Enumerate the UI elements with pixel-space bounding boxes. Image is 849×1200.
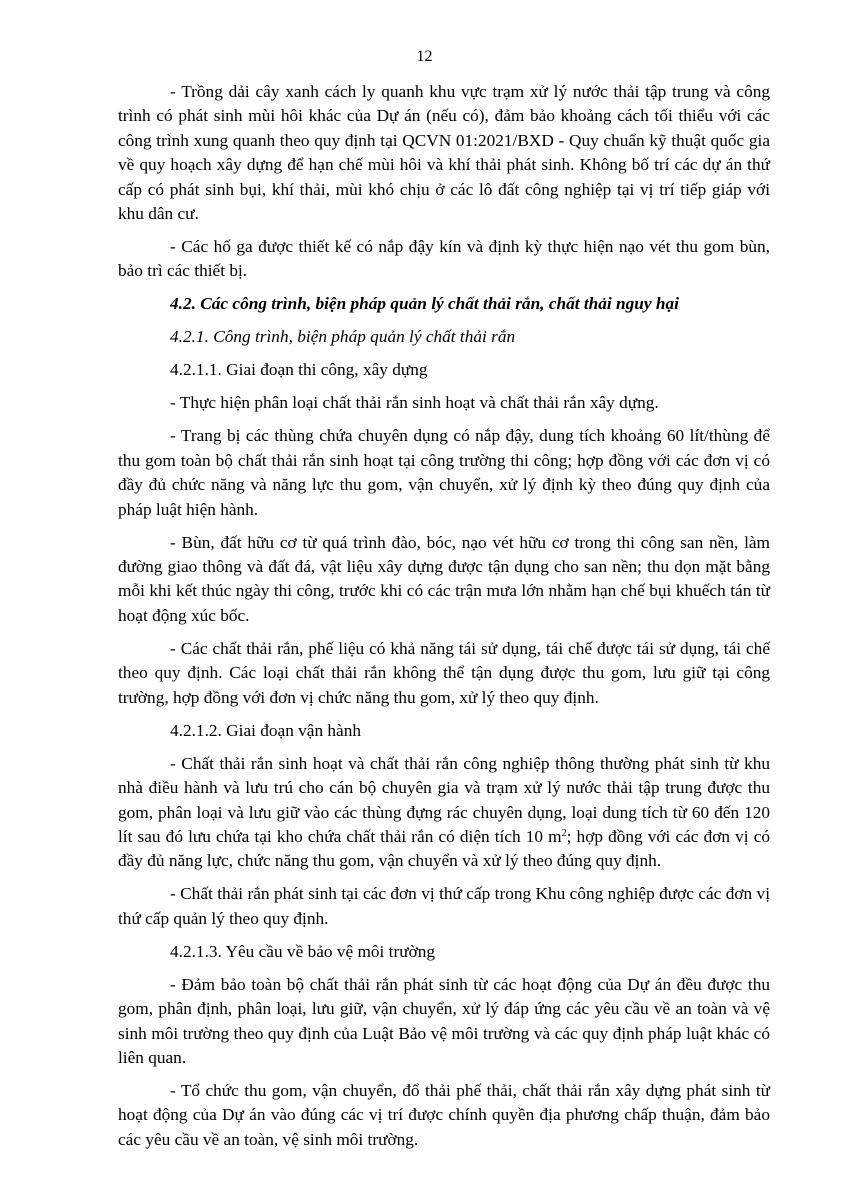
paragraph-secondary-units: - Chất thải rắn phát sinh tại các đơn vị thứ cấp trong Khu công nghiệp được các đơn vị thứ cấp quản lý theo quy định. [118,884,770,928]
paragraph-disposal-sites: - Tổ chức thu gom, vận chuyển, đổ thải phế thải, chất thải rắn xây dựng phát sinh từ hoạt động của Dự án vào đúng các vị trí được chính quyền địa phương chấp thuận, đảm bảo các yêu cầu về an toàn, vệ sinh môi trường. [118,1080,770,1149]
subsection-heading-4-2-1-2: 4.2.1.2. Giai đoạn vận hành [170,720,362,740]
paragraph-operation-waste-text: - Chất thải rắn sinh hoạt và chất thải rắn công nghiệp thông thường phát sinh từ khu nhà điều hành và lưu trú cho cán bộ chuyên gia và trạm xử lý nước thải tập trung được thu gom, phân loại và lưu giữ vào các thùng đựng rác chuyên dụng, loại dung tích từ 60 đến 120 lít sau đó lưu chứa tại kho chứa chất thải rắn có diện tích 10 m [118,753,770,846]
paragraph-green-buffer: - Trồng dải cây xanh cách ly quanh khu vực trạm xử lý nước thải tập trung và công trình có phát sinh mùi hôi khác của Dự án (nếu có), đảm bảo khoảng cách tối thiểu với các công trình xung quanh theo quy định tại QCVN 01:2021/BXD - Quy chuẩn kỹ thuật quốc gia về quy hoạch xây dựng để hạn chế mùi hôi và khí thải phát sinh. Không bố trí các dự án thứ cấp có phát sinh bụi, khí thải, mùi khó chịu ở các lô đất công nghiệp tại vị trí tiếp giáp với khu dân cư. [118,82,770,224]
document-body [118,80,770,1161]
paragraph-full-collection: - Đảm bảo toàn bộ chất thải rắn phát sinh từ các hoạt động của Dự án đều được thu gom, phân định, phân loại, lưu giữ, vận chuyển, xử lý đáp ứng các yêu cầu về an toàn và vệ sinh môi trường theo quy định của Luật Bảo vệ môi trường và các quy định pháp luật khác có liên quan. [118,974,770,1067]
subsection-heading-4-2-1: 4.2.1. Công trình, biện pháp quản lý chất thải rắn [170,327,516,347]
paragraph-waste-bins: - Trang bị các thùng chứa chuyên dụng có nắp đậy, dung tích khoảng 60 lít/thùng để thu gom toàn bộ chất thải rắn sinh hoạt tại công trường thi công; hợp đồng với các đơn vị có đầy đủ chức năng và năng lực thu gom, vận chuyển, xử lý định kỳ theo đúng quy định của pháp luật hiện hành. [118,426,770,519]
paragraph-waste-classification: - Thực hiện phân loại chất thải rắn sinh hoạt và chất thải rắn xây dựng. [170,393,659,413]
subsection-heading-4-2-1-1: 4.2.1.1. Giai đoạn thi công, xây dựng [170,360,428,380]
paragraph-recyclable-waste: - Các chất thải rắn, phế liệu có khả năng tái sử dụng, tái chế được tái sử dụng, tái chế theo quy định. Các loại chất thải rắn không thể tận dụng được thu gom, lưu giữ tại công trường, hợp đồng với đơn vị chức năng thu gom, xử lý theo quy định. [118,638,770,707]
paragraph-organic-soil: - Bùn, đất hữu cơ từ quá trình đào, bóc, nạo vét hữu cơ trong thi công san nền, làm đường giao thông và đất đá, vật liệu xây dựng được tận dụng cho san nền; thu dọn mặt bằng mỗi khi kết thúc ngày thi công, trước khi có các trận mưa lớn nhằm hạn chế bụi khuếch tán từ hoạt động xúc bốc. [118,532,770,625]
section-heading-4-2: 4.2. Các công trình, biện pháp quản lý chất thải rắn, chất thải nguy hại [170,294,679,314]
subsection-heading-4-2-1-3: 4.2.1.3. Yêu cầu về bảo vệ môi trường [170,941,436,961]
paragraph-operation-waste [118,752,770,874]
paragraph-operation-waste-text-end: ; hợp đồng với các đơn vị có đầy đủ năng lực, chức năng thu gom, vận chuyển và xử lý theo đúng quy định. [118,826,771,871]
paragraph-manholes: - Các hố ga được thiết kế có nắp đậy kín và định kỳ thực hiện nạo vét thu gom bùn, bảo trì các thiết bị. [118,237,770,281]
page-number: 12 [416,48,433,65]
superscript-square: 2 [561,827,567,839]
